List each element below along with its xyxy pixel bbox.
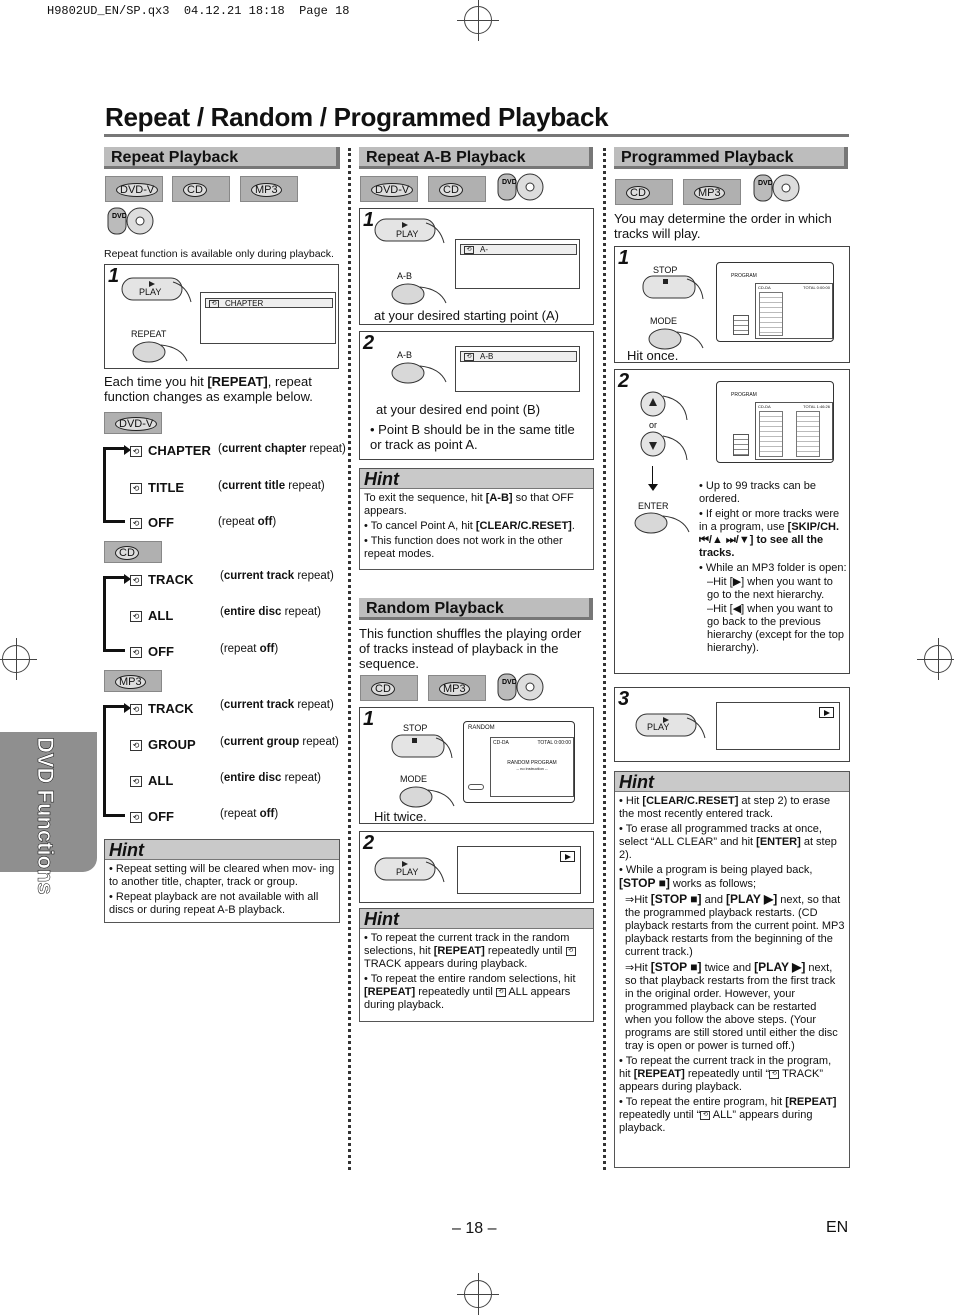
hint-item: To exit the sequence, hit [A-B] so that OFF appears. (364, 492, 574, 517)
mode-row-off: ⟲ OFF (130, 644, 174, 659)
print-header (47, 4, 349, 18)
repeat-symbol-icon: ⟲ (130, 446, 142, 457)
title-rule (104, 134, 849, 137)
repeat-hint (104, 839, 340, 923)
repeat-symbol-icon: ⟲ (566, 947, 576, 956)
program-step1-box (614, 246, 850, 363)
ab-button-icon (390, 281, 454, 307)
screen-panel (755, 402, 833, 460)
disc-badge-cd (428, 176, 486, 202)
svg-text:DVD: DVD (758, 180, 773, 187)
cycle-bracket (103, 705, 125, 817)
play-button-label: PLAY (396, 867, 419, 877)
registration-mark-icon (2, 645, 30, 673)
note-item: –Hit [◀] when you want to go back to the previous hierarchy (except for the top hierarchy). (707, 603, 844, 654)
disc-badge-cd (360, 675, 418, 701)
repeat-screen-bar (205, 298, 333, 308)
repeat-button-icon (131, 339, 191, 365)
screen-button-icon (468, 784, 484, 790)
column-divider (603, 148, 606, 1170)
mode-button-icon (398, 784, 462, 810)
hint-body (105, 860, 339, 922)
screen-sub: CD-DA (758, 404, 771, 409)
up-button-icon (639, 390, 691, 424)
disc-badge-mp3 (104, 670, 162, 692)
screen-total: TOTAL 0:00:00 (803, 285, 830, 290)
track-list (759, 292, 783, 336)
repeat-symbol-icon: ⟲ (130, 740, 142, 751)
mode-row-title: ⟲ TITLE (130, 480, 184, 495)
down-arrow-icon (648, 484, 658, 491)
program-step2-notes (699, 480, 847, 655)
step-number: 1 (618, 247, 630, 269)
screen-title: RANDOM (468, 725, 495, 731)
hint-item: • Hit [CLEAR/C.RESET] at step 2) to erase the most recently entered track. (619, 795, 831, 820)
mode-desc: (current group repeat) (220, 736, 339, 748)
repeat-heading: Repeat Playback (104, 147, 340, 169)
language-label: EN (826, 1219, 849, 1236)
disc-badge-mp3 (240, 176, 298, 202)
hint-item: ⇒Hit [STOP ■] and [PLAY ▶] next, so that the programmed playback restarts. (CD playback restarts from the current point. MP3 playback restarts from the beginning of the current track.) (625, 892, 845, 958)
mode-button-label: MODE (650, 316, 677, 326)
repeat-screen-text: CHAPTER (225, 299, 264, 308)
ab-button-icon (390, 360, 454, 386)
disc-label: CD (439, 183, 463, 197)
program-step1-caption: Hit once. (627, 348, 679, 363)
screen-msg: RANDOM PROGRAM (507, 760, 557, 766)
hint-item: • Repeat setting will be cleared when mov- ing to another title, chapter, track or group. (109, 863, 335, 888)
random-play-screen (457, 846, 581, 894)
repeat-symbol-icon: ⟲ (130, 483, 142, 494)
stop-button-icon (641, 273, 705, 303)
ab-symbol-icon: ⟲ (464, 246, 474, 254)
screen-msg: -- no instruction -- (516, 766, 548, 771)
note-item: • While an MP3 folder is open: (699, 562, 847, 574)
repeat-screen (200, 292, 336, 344)
repeat-symbol-icon: ⟲ (130, 704, 142, 715)
or-label: or (649, 420, 658, 430)
random-step1-box (359, 707, 594, 824)
print-page: Page 18 (299, 4, 350, 18)
program-heading: Programmed Playback (614, 147, 848, 169)
ab-screen-text: A-B (480, 352, 494, 361)
ab-step1-caption: at your desired starting point (A) (374, 308, 559, 323)
play-button-label: PLAY (139, 287, 162, 297)
repeat-symbol-icon: ⟲ (130, 575, 142, 586)
ab-step1-box (359, 208, 594, 325)
dvd-disc-icon (496, 672, 548, 702)
cycle-bracket (103, 576, 125, 652)
screen-buttons-icon (733, 315, 749, 335)
hint-item: • This function does not work in the other repeat modes. (364, 535, 563, 560)
step-number: 1 (363, 209, 375, 231)
ab-step2-note: • Point B should be in the same title or track as point A. (370, 422, 575, 452)
ab-step2-box (359, 331, 594, 460)
mode-button-label: MODE (400, 774, 427, 784)
random-step2-box (359, 831, 594, 903)
mode-row-track: ⟲ TRACK (130, 701, 194, 716)
column-divider (348, 148, 351, 1170)
disc-badge-dvdv (105, 176, 163, 202)
disc-label: MP3 (251, 183, 282, 197)
disc-label: DVD-V (371, 183, 413, 197)
hint-item: • Repeat playback are not available with all discs or during repeat A-B playback. (109, 891, 319, 916)
cycle-bracket (103, 447, 125, 523)
play-button-label: PLAY (396, 229, 419, 239)
registration-mark-icon (464, 1280, 492, 1308)
hint-item: ⇒Hit [STOP ■] twice and [PLAY ▶] next, so that playback restarts from the first track in the original order. However, your programmed playback can be restarted when you follow the above steps. (Your programs are still stored until either the disc tray is open or power is turned off.) (625, 960, 838, 1052)
screen-panel (755, 283, 833, 339)
hint-body (615, 792, 849, 1140)
play-button-label: PLAY (647, 722, 670, 732)
repeat-symbol-icon: ⟲ (209, 300, 219, 308)
program-screen (716, 262, 834, 342)
disc-badge-cd (615, 179, 673, 205)
repeat-symbol-icon: ⟲ (496, 988, 506, 997)
repeat-step1-box (104, 264, 339, 369)
track-list (759, 411, 783, 457)
repeat-symbol-icon: ⟲ (130, 776, 142, 787)
program-step2-box (614, 369, 850, 674)
repeat-description: Each time you hit [REPEAT], repeat function changes as example below. (104, 374, 313, 404)
down-button-icon (639, 430, 691, 464)
dvd-disc-icon (496, 172, 548, 202)
side-tab-label: DVD Functions (33, 737, 58, 895)
registration-mark-icon (464, 6, 492, 34)
ab-screen (455, 346, 580, 392)
hint-item: • To repeat the entire random selections, hit [REPEAT] repeatedly until ⟲ ALL appears during playback. (364, 973, 576, 1011)
random-hint (359, 908, 594, 1022)
stop-button-label: STOP (403, 723, 428, 733)
ab-screen-bar (460, 244, 577, 255)
step-number: 2 (363, 832, 375, 854)
ab-screen-bar (460, 351, 577, 362)
screen-panel (490, 737, 574, 797)
mode-desc: (current track repeat) (220, 570, 334, 582)
play-indicator-icon (819, 707, 834, 718)
screen-sub: CD-DA (758, 285, 771, 290)
mode-desc: (current track repeat) (220, 699, 334, 711)
play-button-icon (635, 710, 707, 740)
print-date: 04.12.21 18:18 (183, 4, 285, 18)
dvd-disc-icon (106, 206, 158, 236)
side-tab (0, 732, 97, 895)
hint-item: • To repeat the entire program, hit [REPEAT] repeatedly until “ ⟲ ALL” appears during playback. (619, 1096, 837, 1134)
stop-button-icon (390, 732, 454, 762)
ab-button-label: A-B (397, 350, 413, 360)
repeat-button-label: REPEAT (131, 329, 167, 339)
svg-text:DVD: DVD (502, 679, 517, 686)
program-play-screen (716, 702, 840, 750)
hint-title: Hint (615, 772, 849, 792)
svg-text:DVD: DVD (502, 179, 517, 186)
print-file: H9802UD_EN/SP.qx3 (47, 4, 170, 18)
program-list (796, 411, 820, 457)
step-number: 2 (618, 370, 630, 392)
svg-text:DVD: DVD (112, 213, 127, 220)
disc-label: DVD-V (115, 417, 157, 431)
note-item: –Hit [▶] when you want to go to the next hierarchy. (707, 576, 833, 601)
disc-label: DVD-V (116, 183, 158, 197)
ab-screen (455, 239, 580, 289)
hint-item: • To repeat the current track in the random selections, hit [REPEAT] repeatedly until ⟲ TRACK appears during playback. (364, 932, 589, 971)
program-description: You may determine the order in which tracks will play. (614, 211, 832, 241)
disc-label: MP3 (439, 682, 470, 696)
disc-label: MP3 (694, 186, 725, 200)
step-number: 3 (618, 688, 630, 710)
disc-badge-mp3 (683, 179, 741, 205)
random-step1-caption: Hit twice. (374, 809, 427, 824)
mode-desc: (current chapter repeat) (218, 443, 346, 455)
mode-desc: (entire disc repeat) (220, 772, 322, 784)
screen-total: TOTAL 1:46:26 (803, 404, 830, 409)
disc-label: MP3 (115, 675, 146, 689)
mode-row-chapter: ⟲ CHAPTER (130, 443, 211, 458)
ab-screen-text: A- (480, 245, 488, 254)
disc-badge-cd (172, 176, 230, 202)
disc-label: CD (626, 186, 650, 200)
hint-item: • To cancel Point A, hit [CLEAR/C.RESET]. (364, 520, 575, 532)
ab-heading: Repeat A-B Playback (359, 147, 593, 169)
hint-item: • To repeat the current track in the program, hit [REPEAT] repeatedly until “ ⟲ TRACK” appears during playback. (619, 1055, 832, 1093)
repeat-symbol-icon: ⟲ (130, 611, 142, 622)
mode-desc: (current title repeat) (218, 480, 325, 492)
mode-desc: (repeat off) (220, 643, 279, 655)
enter-button-icon (633, 510, 697, 536)
repeat-note: Repeat function is available only during playback. (104, 248, 334, 260)
play-indicator-icon (560, 851, 575, 862)
hint-item: • While a program is being played back, [STOP ■] works as follows; (619, 864, 813, 890)
mode-row-all: ⟲ ALL (130, 608, 173, 623)
mode-row-off: ⟲ OFF (130, 515, 174, 530)
mode-desc: (repeat off) (218, 516, 277, 528)
disc-label: CD (115, 546, 139, 560)
mode-row-group: ⟲ GROUP (130, 737, 196, 752)
hint-item: • To erase all programmed tracks at once, select “ALL CLEAR” and hit [ENTER] at step 2). (619, 823, 837, 861)
hint-body (360, 929, 593, 1017)
hint-title: Hint (360, 469, 593, 489)
random-screen (463, 721, 575, 803)
ab-symbol-icon: ⟲ (464, 353, 474, 361)
screen-buttons-icon (733, 434, 749, 456)
disc-badge-mp3 (428, 675, 486, 701)
note-item: • If eight or more tracks were in a program, use [SKIP/CH. ⏮/▲ ⏭/▼] to see all the tracks. (699, 508, 840, 559)
screen-title: PROGRAM (731, 273, 757, 279)
mode-desc: (entire disc repeat) (220, 606, 322, 618)
stop-button-label: STOP (653, 265, 678, 275)
disc-label: CD (371, 682, 395, 696)
screen-sub: CD-DA (493, 740, 509, 746)
ab-hint (359, 468, 594, 570)
mode-row-track: ⟲ TRACK (130, 572, 194, 587)
screen-title: PROGRAM (731, 392, 757, 398)
page-number: – 18 – (452, 1220, 497, 1237)
disc-badge-dvdv (104, 412, 162, 434)
mode-row-off: ⟲ OFF (130, 809, 174, 824)
ab-step2-caption: at your desired end point (B) (376, 402, 541, 417)
repeat-symbol-icon: ⟲ (130, 518, 142, 529)
note-item: • Up to 99 tracks can be ordered. (699, 480, 816, 505)
screen-total: TOTAL 0:00:00 (537, 740, 571, 746)
hint-body (360, 489, 593, 566)
step-number: 1 (363, 708, 375, 730)
random-description: This function shuffles the playing order of tracks instead of playback in the sequence. (359, 626, 582, 671)
page-title: Repeat / Random / Programmed Playback (105, 102, 609, 132)
repeat-symbol-icon: ⟲ (700, 1111, 710, 1120)
repeat-symbol-icon: ⟲ (130, 812, 142, 823)
repeat-symbol-icon: ⟲ (130, 647, 142, 658)
program-hint (614, 771, 850, 1168)
mode-desc: (repeat off) (220, 808, 279, 820)
random-heading: Random Playback (359, 598, 593, 620)
hint-title: Hint (360, 909, 593, 929)
disc-label: CD (183, 183, 207, 197)
step-number: 1 (108, 265, 120, 287)
step-number: 2 (363, 332, 375, 354)
program-step3-box (614, 687, 850, 762)
disc-badge-cd (104, 541, 162, 563)
registration-mark-icon (924, 645, 952, 673)
disc-badge-dvdv (360, 176, 418, 202)
mode-row-all: ⟲ ALL (130, 773, 173, 788)
program-screen (716, 381, 834, 463)
dvd-disc-icon (752, 173, 804, 203)
ab-button-label: A-B (397, 271, 413, 281)
enter-button-label: ENTER (638, 501, 669, 511)
repeat-symbol-icon: ⟲ (769, 1070, 779, 1079)
hint-title: Hint (105, 840, 339, 860)
